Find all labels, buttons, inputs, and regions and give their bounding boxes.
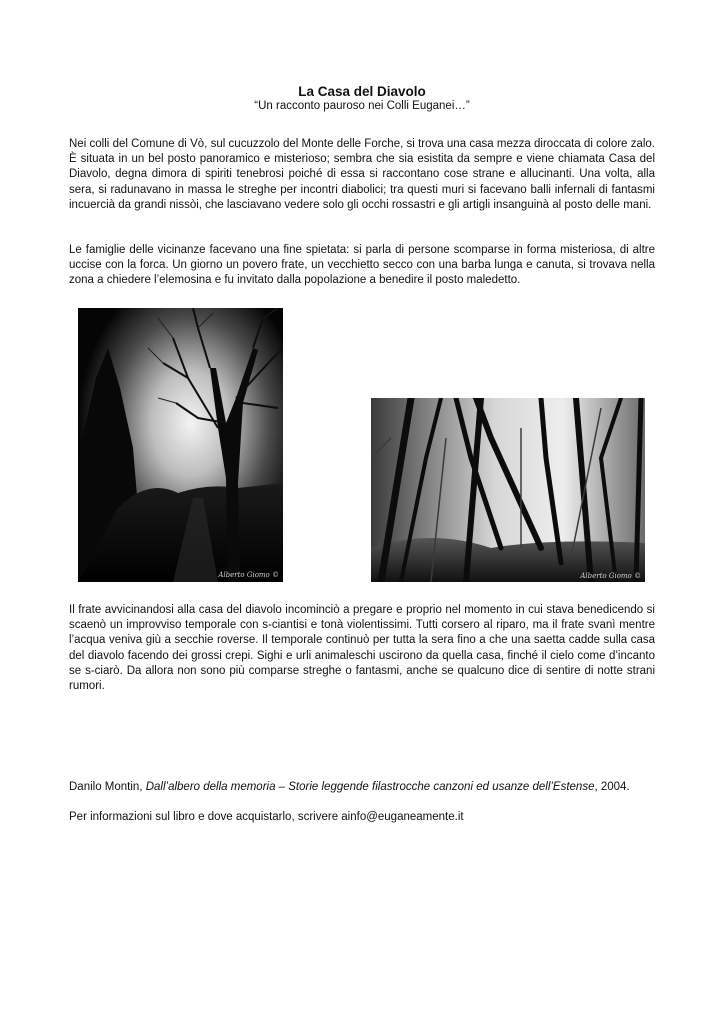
photo-watermark: Alberto Giomo © [580,572,641,580]
citation-author: Danilo Montin, [69,781,146,793]
misty-forest-photo [371,398,645,582]
photo-watermark: Alberto Giomo © [218,571,279,579]
dark-trees-illustration [78,308,283,582]
paragraph-3: Il frate avvicinandosi alla casa del diavolo incominciò a pregare e proprio nel momento in cui stava benedicendo si scaenò un improvviso temporale con s-ciantisi e tonà violentissimi. Tutti corsero al riparo, ma il frate svanì mentre l’acqua veniva giù a secchie roverse. Il temporale continuò per tutta la sera fino a che una saetta cadde sulla casa del diavolo facendo dei grossi crepi. Sighi e urli animaleschi uscirono da quella casa, finché il cielo come d’incanto se s-ciarò. Da allora non sono più comparse streghe o fantasmi, anche se qualcuno dice di sentire di notte strani rumori. [69,604,655,693]
citation-book-title: Dall’albero della memoria – Storie leggende filastrocche canzoni ed usanze dell’Estense [145,781,595,793]
dark-trees-photo [78,308,283,582]
citation-year: , 2004. [594,781,630,793]
document-subtitle: “Un racconto pauroso nei Colli Euganei…” [254,100,470,112]
book-citation [69,780,655,795]
paragraph-1: Nei colli del Comune di Vò, sul cucuzzolo del Monte delle Forche, si trova una casa mezza diroccata di colore zalo. È situata in un bel posto panoramico e misterioso; sembra che sia esistita da sempre e viene chiamata Casa del Diavolo, degna dimora di spiriti tenebrosi poiché di essa si raccontano cose strane e allucinanti. Una volta, alla sera, si radunavano in massa le streghe per incontri diabolici; tra questi muri si facevano balli infernali di fantasmi incuercià da grandi nissòi, che lasciavano vedere solo gli occhi rossastri e gli artigli insanguinà al posto delle mani. [69,138,655,211]
misty-forest-illustration [371,398,645,582]
paragraph-2: Le famiglie delle vicinanze facevano una fine spietata: si parla di persone scomparse in forma misteriosa, di altre uccise con la forca. Un giorno un povero frate, un vecchietto secco con una barba lunga e canuta, si trovava nella zona a chiedere l’elemosina e fu invitato dalla popolazione a benedire il posto maledetto. [69,244,655,287]
document-title: La Casa del Diavolo [298,84,426,99]
contact-info: Per informazioni sul libro e dove acquistarlo, scrivere ainfo@euganeamente.it [69,811,464,823]
